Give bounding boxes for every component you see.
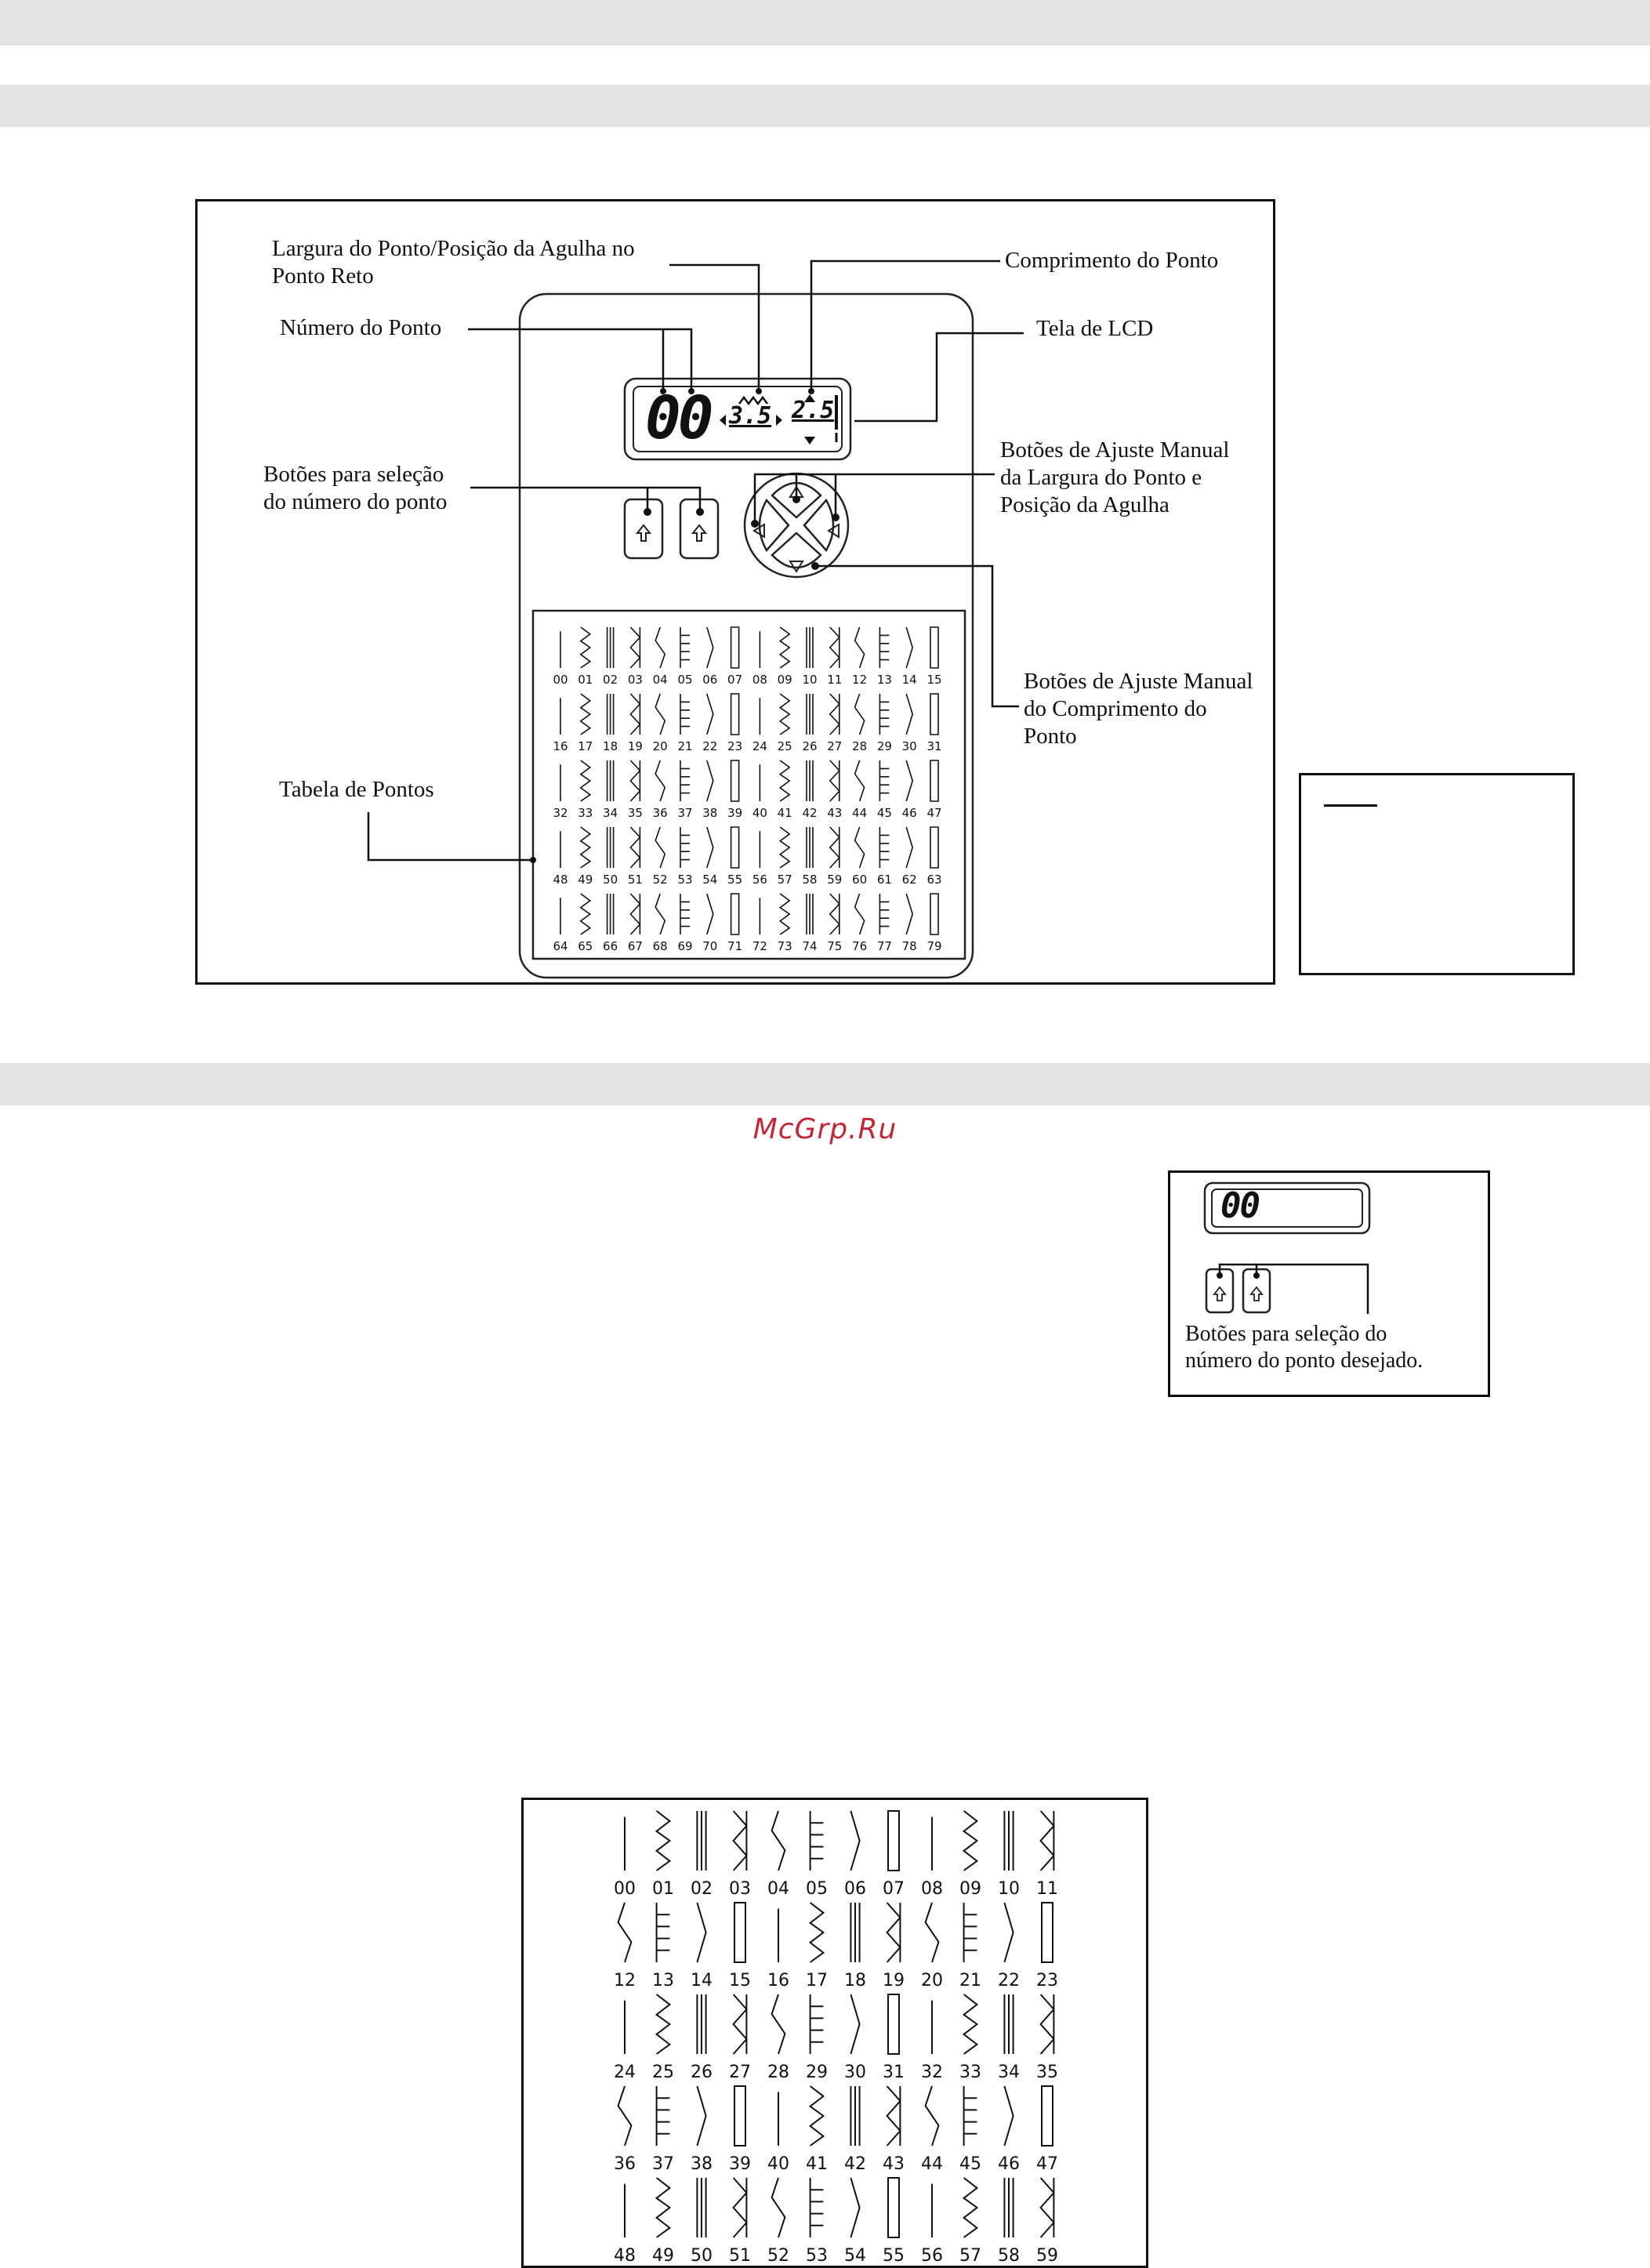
stitch-glyph-icon (657, 1811, 670, 1871)
stitch-number: 05 (677, 673, 693, 687)
stitch-number: 30 (901, 739, 917, 753)
stitch-number: 02 (691, 1879, 713, 1899)
stitch-number: 50 (691, 2246, 713, 2266)
stitch-number: 20 (921, 1971, 943, 1990)
stitch-number: 28 (852, 739, 868, 753)
stitch-number: 71 (727, 939, 743, 953)
stitch-number: 78 (901, 939, 917, 953)
stitch-number: 46 (998, 2154, 1020, 2174)
stitch-number: 52 (767, 2246, 789, 2266)
stitch-number: 74 (802, 939, 818, 953)
stitch-number: 23 (1036, 1971, 1058, 1990)
stitch-number: 14 (901, 673, 917, 687)
stitch-number: 67 (627, 939, 643, 953)
stitch-number: 54 (702, 873, 718, 887)
stitch-number: 07 (727, 673, 743, 687)
stitch-number: 47 (927, 806, 942, 820)
stitch-number: 55 (883, 2246, 905, 2266)
stitch-number: 42 (802, 806, 818, 820)
stitch-number: 69 (677, 939, 693, 953)
stitch-number: 59 (1036, 2246, 1058, 2266)
stitch-number: 58 (998, 2246, 1020, 2266)
watermark: McGrp.Ru (752, 1113, 898, 1145)
stitch-number: 21 (677, 739, 693, 753)
stitch-number: 17 (578, 739, 593, 753)
stitch-glyph-icon (734, 1994, 747, 2054)
stitch-number: 40 (767, 2154, 789, 2174)
stitch-number: 33 (578, 806, 593, 820)
stitch-number: 15 (927, 673, 942, 687)
stitch-number: 36 (652, 806, 668, 820)
stitch-number: 01 (652, 1879, 674, 1899)
stitch-glyph-icon (964, 1994, 977, 2054)
stitch-number: 10 (998, 1879, 1020, 1899)
stitch-glyph-icon (697, 2178, 705, 2237)
stitch-glyph-icon (697, 1994, 705, 2054)
stitch-number: 39 (729, 2154, 751, 2174)
stitch-number: 62 (901, 873, 917, 887)
stitch-number: 76 (852, 939, 868, 953)
stitch-number: 45 (876, 806, 892, 820)
stitch-glyph-icon (618, 2086, 632, 2146)
stitch-number: 34 (998, 2063, 1020, 2082)
stitch-number: 63 (927, 873, 942, 887)
stitch-glyph-icon (1004, 2178, 1013, 2237)
stitch-number: 21 (959, 1971, 981, 1990)
stitch-number: 39 (727, 806, 743, 820)
label-stitch-table: Tabela de Pontos (279, 777, 434, 802)
stitch-number: 44 (852, 806, 868, 820)
lcd-stitch-length: 2.5 (792, 397, 835, 424)
stitch-number: 55 (727, 873, 743, 887)
stitch-number: 59 (827, 873, 843, 887)
stitch-number: 15 (729, 1971, 751, 1990)
lcd-stitch-number: 00 (645, 383, 711, 452)
stitch-glyph-icon (1041, 1994, 1054, 2054)
stitch-glyph-icon (810, 2178, 824, 2237)
stitch-glyph-icon (926, 2086, 939, 2146)
stitch-glyph-icon (964, 1903, 977, 1962)
stitch-number: 13 (876, 673, 892, 687)
label-length-adjust-buttons: Botões de Ajuste Manual do Comprimento do Ponto (1024, 669, 1253, 749)
stitch-number: 29 (806, 2063, 828, 2082)
stitch-number: 32 (553, 806, 568, 820)
stitch-number: 00 (614, 1879, 636, 1899)
stitch-number: 37 (652, 2154, 674, 2174)
stitch-number: 45 (959, 2154, 981, 2174)
stitch-number: 53 (806, 2246, 828, 2266)
stitch-number: 38 (702, 806, 718, 820)
stitch-glyph-icon (810, 1811, 824, 1871)
stitch-number: 04 (652, 673, 668, 687)
stitch-number: 34 (603, 806, 618, 820)
stitch-glyph-icon (1042, 1903, 1053, 1962)
stitch-glyph-icon (1004, 1994, 1013, 2054)
stitch-glyph-icon (888, 1811, 899, 1871)
stitch-number: 33 (959, 2063, 981, 2082)
stitch-number: 11 (827, 673, 843, 687)
stitch-number: 16 (767, 1971, 789, 1990)
stitch-number: 50 (603, 873, 618, 887)
stitch-number: 52 (652, 873, 668, 887)
stitch-number: 43 (827, 806, 843, 820)
stitch-glyph-icon (657, 2086, 670, 2146)
stitch-number: 40 (752, 806, 767, 820)
stitch-number: 31 (927, 739, 942, 753)
stitch-number: 07 (883, 1879, 905, 1899)
stitch-glyph-icon (1004, 1811, 1013, 1871)
stitch-number: 28 (767, 2063, 789, 2082)
stitch-number: 37 (677, 806, 693, 820)
stitch-number: 57 (959, 2246, 981, 2266)
stitch-glyph-icon (850, 2086, 859, 2146)
stitch-number: 10 (802, 673, 818, 687)
stitch-number: 13 (652, 1971, 674, 1990)
stitch-number: 35 (1036, 2063, 1058, 2082)
stitch-glyph-icon (1042, 2086, 1053, 2146)
stitch-number: 53 (677, 873, 693, 887)
stitch-number: 61 (876, 873, 892, 887)
stitch-number: 02 (603, 673, 618, 687)
stitch-number: 54 (844, 2246, 866, 2266)
stitch-number: 12 (852, 673, 868, 687)
stitch-number: 20 (652, 739, 668, 753)
stitch-number: 04 (767, 1879, 789, 1899)
stitch-glyph-icon (964, 1811, 977, 1871)
stitch-number: 08 (921, 1879, 943, 1899)
stitch-number: 48 (553, 873, 568, 887)
stitch-number: 58 (802, 873, 818, 887)
stitch-glyph-icon (926, 1903, 939, 1962)
stitch-glyph-icon (697, 1811, 705, 1871)
stitch-glyph-icon (657, 1903, 670, 1962)
stitch-glyph-icon (887, 1903, 901, 1962)
stitch-number: 56 (921, 2246, 943, 2266)
stitch-number: 11 (1036, 1879, 1058, 1899)
stitch-number: 57 (777, 873, 792, 887)
stitch-number: 73 (777, 939, 792, 953)
stitch-number: 35 (627, 806, 643, 820)
stitch-number: 29 (876, 739, 892, 753)
stitch-number: 18 (844, 1971, 866, 1990)
label-lcd-screen: Tela de LCD (1036, 316, 1154, 341)
stitch-number: 51 (729, 2246, 751, 2266)
stitch-glyph-icon (1041, 1811, 1054, 1871)
label-stitch-number: Número do Ponto (280, 315, 442, 340)
stitch-number: 38 (691, 2154, 713, 2174)
stitch-number: 26 (691, 2063, 713, 2082)
stitch-number: 77 (876, 939, 892, 953)
stitch-number: 32 (921, 2063, 943, 2082)
stitch-glyph-icon (888, 2178, 899, 2237)
stitch-glyph-icon (657, 1994, 670, 2054)
small-panel-caption: Botões para seleção do número do ponto desejado. (1185, 1322, 1423, 1373)
stitch-number: 31 (883, 2063, 905, 2082)
stitch-number: 22 (702, 739, 718, 753)
stitch-number: 17 (806, 1971, 828, 1990)
stitch-number: 26 (802, 739, 818, 753)
stitch-number: 43 (883, 2154, 905, 2174)
stitch-number: 27 (827, 739, 843, 753)
stitch-number: 72 (752, 939, 767, 953)
stitch-glyph-icon (850, 1994, 859, 2054)
stitch-number: 19 (627, 739, 643, 753)
stitch-glyph-icon (734, 1811, 747, 1871)
stitch-number: 64 (553, 939, 568, 953)
stitch-glyph-icon (772, 2178, 785, 2237)
small-lcd-stitch-number: 00 (1220, 1186, 1259, 1226)
stitch-glyph-icon (1041, 2178, 1054, 2237)
stitch-glyph-icon (772, 1811, 785, 1871)
stitch-number: 65 (578, 939, 593, 953)
stitch-number: 24 (614, 2063, 636, 2082)
stitch-number: 06 (844, 1879, 866, 1899)
stitch-number: 24 (752, 739, 767, 753)
stitch-number: 00 (553, 673, 568, 687)
stitch-glyph-icon (1004, 2086, 1013, 2146)
stitch-number: 41 (777, 806, 792, 820)
stitch-number: 05 (806, 1879, 828, 1899)
stitch-glyph-icon (810, 2086, 824, 2146)
stitch-glyph-icon (618, 1903, 632, 1962)
stitch-glyph-icon (734, 1903, 745, 1962)
stitch-glyph-icon (1004, 1903, 1013, 1962)
stitch-number: 48 (614, 2246, 636, 2266)
stitch-number: 70 (702, 939, 718, 953)
stitch-number: 25 (777, 739, 792, 753)
stitch-glyph-icon (888, 1994, 899, 2054)
stitch-number: 36 (614, 2154, 636, 2174)
stitch-glyph-icon (697, 1903, 705, 1962)
stitch-number: 03 (729, 1879, 751, 1899)
stitch-number: 49 (652, 2246, 674, 2266)
stitch-number: 14 (691, 1971, 713, 1990)
label-width-adjust-buttons: Botões de Ajuste Manual da Largura do Ponto e Posição da Agulha (1000, 437, 1230, 517)
stitch-glyph-icon (734, 2086, 745, 2146)
stitch-number: 79 (927, 939, 942, 953)
stitch-glyph-icon (850, 2178, 859, 2237)
label-stitch-length: Comprimento do Ponto (1005, 248, 1219, 273)
stitch-number: 75 (827, 939, 843, 953)
stitch-number: 03 (627, 673, 643, 687)
stitch-glyph-icon (697, 2086, 705, 2146)
stitch-glyph-icon (850, 1811, 859, 1871)
stitch-number: 44 (921, 2154, 943, 2174)
stitch-number: 47 (1036, 2154, 1058, 2174)
stitch-number: 01 (578, 673, 593, 687)
stitch-number: 16 (553, 739, 568, 753)
stitch-number: 56 (752, 873, 767, 887)
stitch-number: 25 (652, 2063, 674, 2082)
stitch-number: 30 (844, 2063, 866, 2082)
stitch-number: 66 (603, 939, 618, 953)
stitch-number: 51 (627, 873, 643, 887)
stitch-glyph-icon (772, 1994, 785, 2054)
stitch-glyph-icon (657, 2178, 670, 2237)
stitch-number: 18 (603, 739, 618, 753)
stitch-number: 27 (729, 2063, 751, 2082)
stitch-glyph-icon (964, 2086, 977, 2146)
stitch-number: 41 (806, 2154, 828, 2174)
stitch-glyph-icon (734, 2178, 747, 2237)
stitch-number: 60 (852, 873, 868, 887)
stitch-number: 22 (998, 1971, 1020, 1990)
stitch-glyph-icon (810, 1903, 824, 1962)
stitch-number: 68 (652, 939, 668, 953)
stitch-number: 23 (727, 739, 743, 753)
stitch-glyph-icon (964, 2178, 977, 2237)
stitch-number: 19 (883, 1971, 905, 1990)
stitch-glyph-icon (887, 2086, 901, 2146)
lcd-stitch-width: 3.5 (729, 402, 772, 430)
stitch-number: 08 (752, 673, 767, 687)
stitch-number: 09 (959, 1879, 981, 1899)
stitch-number: 46 (901, 806, 917, 820)
stitch-glyph-icon (810, 1994, 824, 2054)
stitch-number: 42 (844, 2154, 866, 2174)
stitch-number: 49 (578, 873, 593, 887)
stitch-number: 09 (777, 673, 792, 687)
label-stitch-width: Largura do Ponto/Posição da Agulha no Ponto Reto (272, 236, 635, 288)
label-number-buttons: Botões para seleção do número do ponto (263, 462, 448, 514)
stitch-number: 06 (702, 673, 718, 687)
stitch-number: 12 (614, 1971, 636, 1990)
stitch-glyph-icon (850, 1903, 859, 1962)
